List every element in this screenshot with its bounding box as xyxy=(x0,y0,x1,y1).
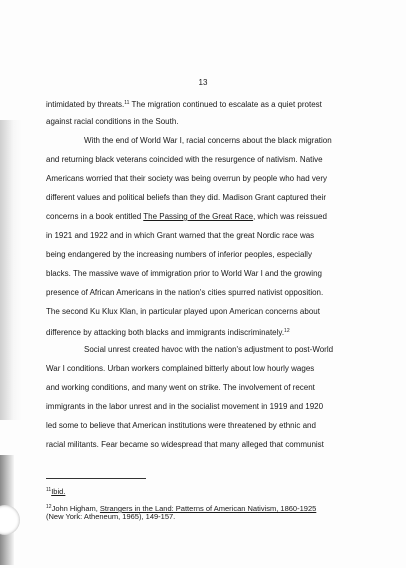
footnote-book-title: Strangers in the Land: Patterns of American Nativism, 1860-1925 xyxy=(99,504,317,513)
body-line: led some to believe that American institutions were threatened by ethnic and xyxy=(46,421,316,430)
footnote-number: 11 xyxy=(46,487,52,493)
body-line: and returning black veterans coincided with the resurgence of nativism. Native xyxy=(46,155,323,164)
body-text: intimidated by threats. xyxy=(46,100,125,109)
body-line: being endangered by the increasing numbers of inferior peoples, especially xyxy=(46,250,312,259)
body-line: in 1921 and 1922 and in which Grant warned that the great Nordic race was xyxy=(46,231,315,240)
body-line: against racial conditions in the South. xyxy=(46,117,179,126)
scan-shadow xyxy=(0,120,22,420)
book-title: The Passing of the Great Race xyxy=(143,212,254,221)
footnote-ref: 11 xyxy=(124,100,130,106)
footnote-ref: 12 xyxy=(284,328,290,334)
body-line: Social unrest created havoc with the nation's adjustment to post-World xyxy=(84,345,334,354)
body-line: different values and political beliefs than they did. Madison Grant captured their xyxy=(46,193,327,202)
body-line: and working conditions, and many went on strike. The involvement of recent xyxy=(46,383,315,392)
punch-hole xyxy=(0,505,20,535)
body-text: , which was reissued xyxy=(253,212,327,221)
body-line: immigrants in the labor unrest and in the socialist movement in 1919 and 1920 xyxy=(46,402,324,411)
footnote-text: John Higham, xyxy=(51,504,100,513)
body-line xyxy=(46,98,322,110)
footnote-number: 12 xyxy=(46,504,52,510)
footnote-text: Ibid. xyxy=(51,487,66,496)
page-number: 13 xyxy=(198,78,208,87)
footnote-12-cont: (New York: Atheneum, 1965), 149-157. xyxy=(46,512,176,521)
body-line: The second Ku Klux Klan, in particular played upon American concerns about xyxy=(46,307,320,316)
body-line: With the end of World War I, racial concerns about the black migration xyxy=(84,136,332,145)
body-line: presence of African Americans in the nation's cities spurred nativist opposition. xyxy=(46,288,324,297)
footnote-11 xyxy=(46,485,65,497)
body-text: difference by attacking both blacks and immigrants indiscriminately. xyxy=(46,328,285,337)
body-line xyxy=(46,212,327,222)
body-line: War I conditions. Urban workers complained bitterly about low hourly wages xyxy=(46,364,315,373)
body-text: concerns in a book entitled xyxy=(46,212,144,221)
body-line: racial militants. Fear became so widespread that many alleged that communist xyxy=(46,440,324,449)
body-line xyxy=(46,326,290,338)
body-line: Americans worried that their society was being overrun by people who had very xyxy=(46,174,328,183)
body-text: The migration continued to escalate as a quiet protest xyxy=(129,100,322,109)
body-line: blacks. The massive wave of immigration prior to World War I and the growing xyxy=(46,269,322,278)
footnote-rule xyxy=(46,478,146,479)
